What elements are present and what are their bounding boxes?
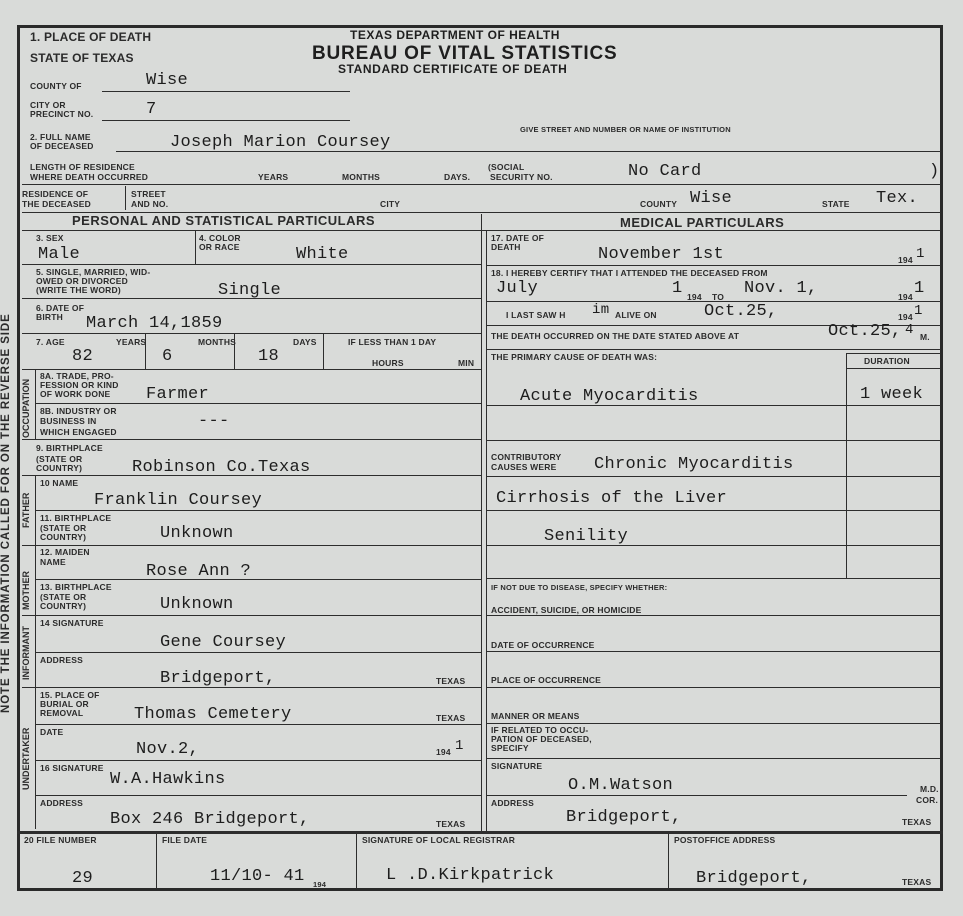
cor-label: COR.: [916, 795, 939, 805]
primary-cause-value: Acute Myocarditis: [520, 387, 699, 406]
burial-label-2: BURIAL OR: [40, 699, 89, 709]
mother-maiden-label: 12. MAIDEN: [40, 547, 90, 557]
street-label: STREET: [131, 189, 166, 199]
duration-value: 1 week: [860, 385, 924, 404]
trade-label-3: OF WORK DONE: [40, 389, 111, 399]
reverse-side-note: NOTE THE INFORMATION CALLED FOR ON THE REVERSE SIDE: [0, 313, 12, 713]
father-side-label: FATHER: [21, 492, 31, 528]
attend-from-day: 1: [672, 279, 683, 298]
last-saw-label: I LAST SAW H: [506, 310, 566, 320]
occurred-suffix: 4: [905, 322, 914, 338]
color-label-2: OR RACE: [199, 242, 240, 252]
postoffice-value: Bridgeport,: [696, 869, 812, 888]
informant-address-value: Bridgeport,: [160, 669, 276, 688]
bureau-title: BUREAU OF VITAL STATISTICS: [312, 43, 618, 64]
related-label: IF RELATED TO OCCU-: [491, 725, 589, 735]
registrar-label: SIGNATURE OF LOCAL REGISTRAR: [362, 835, 516, 845]
social-close: ): [929, 162, 940, 181]
death-date-value: November 1st: [598, 245, 725, 264]
birthplace-value: Robinson Co.Texas: [132, 458, 311, 477]
length-residence-label: LENGTH OF RESIDENCE: [30, 162, 135, 172]
undertaker-signature-label: 16 SIGNATURE: [40, 763, 104, 773]
sex-label: 3. SEX: [36, 233, 64, 243]
mother-birthplace-label-3: COUNTRY): [40, 601, 87, 611]
state-label: STATE OF TEXAS: [30, 51, 134, 65]
birthplace-label-2: (STATE OR: [36, 454, 83, 464]
industry-label: 8B. INDUSTRY OR: [40, 406, 117, 416]
father-birthplace-label-3: COUNTRY): [40, 532, 87, 542]
undertaker-texas-label: TEXAS: [436, 819, 466, 829]
res-state-label: STATE: [822, 199, 850, 209]
days-label: DAYS.: [444, 172, 471, 182]
contributory-label-2: CAUSES WERE: [491, 462, 557, 472]
social-label: (SOCIAL: [488, 162, 525, 172]
file-date-label: FILE DATE: [162, 835, 208, 845]
physician-address-label: ADDRESS: [491, 798, 534, 808]
age-months-label: MONTHS: [198, 337, 237, 347]
marital-value: Single: [218, 281, 282, 300]
mother-maiden-label-2: NAME: [40, 557, 66, 567]
hours-label: HOURS: [372, 358, 404, 368]
age-years-label: YEARS: [116, 337, 147, 347]
medical-section-header: MEDICAL PARTICULARS: [620, 215, 785, 230]
birth-date-label-2: BIRTH: [36, 312, 63, 322]
father-birthplace-value: Unknown: [160, 524, 234, 543]
county-value: Wise: [146, 71, 189, 90]
last-saw-value: Oct.25,: [704, 302, 778, 321]
birth-date-value: March 14,1859: [86, 314, 223, 333]
mother-maiden-value: Rose Ann ?: [146, 562, 252, 581]
birth-date-label: 6. DATE OF: [36, 303, 85, 313]
informant-side-label: INFORMANT: [21, 626, 31, 680]
residence-label: RESIDENCE OF: [22, 189, 89, 199]
accident-label: ACCIDENT, SUICIDE, OR HOMICIDE: [491, 605, 642, 615]
physician-signature-label: SIGNATURE: [491, 761, 543, 771]
father-name-value: Franklin Coursey: [94, 491, 263, 510]
father-name-label: 10 NAME: [40, 478, 79, 488]
undertaker-address-value: Box 246 Bridgeport,: [110, 810, 310, 829]
physician-address-value: Bridgeport,: [566, 808, 682, 827]
informant-signature-value: Gene Coursey: [160, 633, 287, 652]
burial-label: 15. PLACE OF: [40, 690, 100, 700]
contributory-label: CONTRIBUTORY: [491, 452, 562, 462]
trade-value: Farmer: [146, 385, 210, 404]
color-value: White: [296, 245, 349, 264]
attend-to-value: Nov. 1,: [744, 279, 818, 298]
precinct-value: 7: [146, 100, 157, 119]
marital-label-3: (WRITE THE WORD): [36, 285, 121, 295]
months-label: MONTHS: [342, 172, 381, 182]
registrar-value: L .D.Kirkpatrick: [386, 866, 555, 885]
res-city-label: CITY: [380, 199, 401, 209]
occurrence-date-label: DATE OF OCCURRENCE: [491, 640, 595, 650]
mother-birthplace-value: Unknown: [160, 595, 234, 614]
attend-to-year-digit: 1: [914, 279, 925, 298]
burial-year-label: 194: [436, 747, 451, 757]
burial-texas-label: TEXAS: [436, 713, 466, 723]
length-residence-label-2: WHERE DEATH OCCURRED: [30, 172, 149, 182]
duration-label: DURATION: [864, 356, 910, 366]
res-county-label: COUNTY: [640, 199, 678, 209]
postoffice-texas-label: TEXAS: [902, 877, 932, 887]
color-label: 4. COLOR: [199, 233, 241, 243]
related-label-2: PATION OF DECEASED,: [491, 734, 592, 744]
burial-date-value: Nov.2,: [136, 740, 200, 759]
informant-texas-label: TEXAS: [436, 676, 466, 686]
burial-value: Thomas Cemetery: [134, 705, 292, 724]
social-label-2: SECURITY NO.: [490, 172, 553, 182]
less-than-day-label: IF LESS THAN 1 DAY: [348, 337, 437, 347]
postoffice-label: POSTOFFICE ADDRESS: [674, 835, 776, 845]
occurrence-place-label: PLACE OF OCCURRENCE: [491, 675, 602, 685]
physician-signature-value: O.M.Watson: [568, 776, 674, 795]
undertaker-side-label: UNDERTAKER: [21, 727, 31, 790]
last-saw-year-label: 194: [898, 312, 913, 322]
sex-value: Male: [38, 245, 81, 264]
contributory-cause-1: Chronic Myocarditis: [594, 455, 794, 474]
informant-signature-label: 14 SIGNATURE: [40, 618, 104, 628]
dept-title: TEXAS DEPARTMENT OF HEALTH: [350, 28, 560, 42]
birthplace-label: 9. BIRTHPLACE: [36, 443, 103, 453]
age-months-value: 6: [162, 347, 173, 366]
occurred-m-label: M.: [920, 332, 930, 342]
attend-to-label: TO: [712, 292, 725, 302]
physician-texas-label: TEXAS: [902, 817, 932, 827]
social-value: No Card: [628, 162, 702, 181]
last-saw-label-2: ALIVE ON: [615, 310, 657, 320]
undertaker-address-label: ADDRESS: [40, 798, 83, 808]
street-label-2: AND NO.: [131, 199, 169, 209]
industry-value: ---: [198, 412, 230, 431]
file-number-label: 20 FILE NUMBER: [24, 835, 97, 845]
mother-birthplace-label-2: (STATE OR: [40, 592, 87, 602]
attend-to-year-label: 194: [898, 292, 913, 302]
burial-label-3: REMOVAL: [40, 708, 84, 718]
death-year-label: 194: [898, 255, 913, 265]
age-days-label: DAYS: [293, 337, 317, 347]
last-saw-him: im: [592, 302, 610, 318]
attend-from-value: July: [496, 279, 539, 298]
res-county-value: Wise: [690, 189, 733, 208]
related-label-3: SPECIFY: [491, 743, 529, 753]
county-label: COUNTY OF: [30, 81, 82, 91]
informant-address-label: ADDRESS: [40, 655, 83, 665]
file-number-value: 29: [72, 869, 94, 888]
certify-label: 18. I HEREBY CERTIFY THAT I ATTENDED THE DECEASED FROM: [491, 268, 768, 278]
death-date-label-2: DEATH: [491, 242, 521, 252]
death-date-label: 17. DATE OF: [491, 233, 545, 243]
trade-label-2: FESSION OR KIND: [40, 380, 119, 390]
contributory-cause-2: Cirrhosis of the Liver: [496, 489, 728, 508]
nondisease-label: IF NOT DUE TO DISEASE, SPECIFY WHETHER:: [491, 583, 668, 592]
residence-label-2: THE DECEASED: [22, 199, 91, 209]
attend-from-year-label: 194: [687, 292, 702, 302]
marital-label-2: OWED OR DIVORCED: [36, 276, 128, 286]
manner-label: MANNER OR MEANS: [491, 711, 580, 721]
md-label: M.D.: [920, 784, 939, 794]
mother-birthplace-label: 13. BIRTHPLACE: [40, 582, 112, 592]
father-birthplace-label-2: (STATE OR: [40, 523, 87, 533]
min-label: MIN: [458, 358, 475, 368]
full-name-label-2: OF DECEASED: [30, 141, 94, 151]
age-years-value: 82: [72, 347, 94, 366]
birthplace-label-3: COUNTRY): [36, 463, 83, 473]
file-date-year-label: 194: [313, 880, 327, 889]
burial-year-digit: 1: [455, 738, 464, 754]
years-label: YEARS: [258, 172, 289, 182]
industry-label-3: WHICH ENGAGED: [40, 427, 117, 437]
occurred-value: Oct.25,: [828, 322, 902, 341]
file-date-value: 11/10- 41: [210, 867, 305, 886]
city-label: CITY OR: [30, 100, 66, 110]
place-of-death-label: 1. PLACE OF DEATH: [30, 30, 152, 44]
certificate-title: STANDARD CERTIFICATE OF DEATH: [338, 62, 568, 76]
trade-label: 8A. TRADE, PRO-: [40, 371, 114, 381]
personal-section-header: PERSONAL AND STATISTICAL PARTICULARS: [72, 213, 376, 228]
mother-side-label: MOTHER: [21, 571, 31, 610]
marital-label: 5. SINGLE, MARRIED, WID-: [36, 267, 151, 277]
institution-label: GIVE STREET AND NUMBER OR NAME OF INSTITUTION: [520, 125, 731, 134]
age-days-value: 18: [258, 347, 280, 366]
contributory-cause-3: Senility: [544, 527, 629, 546]
occupation-side-label: OCCUPATION: [21, 378, 31, 438]
father-birthplace-label: 11. BIRTHPLACE: [40, 513, 112, 523]
full-name-value: Joseph Marion Coursey: [170, 133, 391, 152]
primary-cause-label: THE PRIMARY CAUSE OF DEATH WAS:: [491, 352, 658, 362]
burial-date-label: DATE: [40, 727, 64, 737]
occurred-label: THE DEATH OCCURRED ON THE DATE STATED ABOVE AT: [491, 331, 740, 341]
precinct-label: PRECINCT NO.: [30, 109, 94, 119]
undertaker-signature-value: W.A.Hawkins: [110, 770, 226, 789]
full-name-label: 2. FULL NAME: [30, 132, 91, 142]
age-label: 7. AGE: [36, 337, 65, 347]
last-saw-year-digit: 1: [914, 303, 923, 319]
industry-label-2: BUSINESS IN: [40, 416, 97, 426]
death-year-digit: 1: [916, 246, 925, 262]
res-state-value: Tex.: [876, 189, 919, 208]
